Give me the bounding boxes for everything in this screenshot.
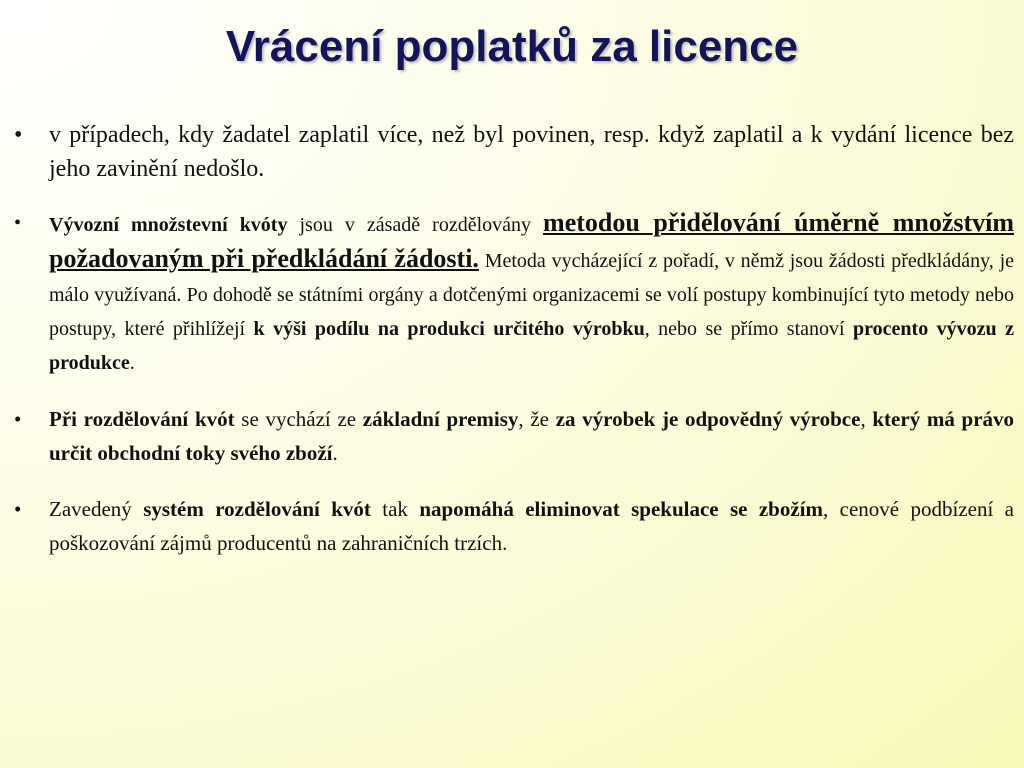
term-basic-premise: základní premisy [362,407,519,431]
term-production-share: k výši podílu na produkci určitého výrobku [253,318,645,340]
bullet-quota-premise [0,402,1024,470]
bullet-text: se vychází ze [234,407,363,431]
bullet-text: tak [370,497,420,521]
term-export-quotas: Vývozní množstevní kvóty [49,214,288,236]
term-quota-allocation: Při rozdělování kvót [49,407,235,431]
slide-title: Vrácení poplatků za licence [225,22,799,71]
term-export-percentage: procento vývozu z produkce [49,318,1014,374]
bullet-system-benefits [0,492,1024,560]
bullet-list [0,118,1024,560]
bullet-dot: • [14,497,22,521]
bullet-export-quotas [0,206,1024,380]
bullet-text: Metoda vycházející z pořadí, v němž jsou žádosti předkládány, je málo využívaná. Po dohodě se státními orgány a dotčenými organizacemi se volí postupy kombinující tyto metody nebo postupy, které přihlížejí [49,250,1014,340]
bullet-dot: • [14,407,22,431]
bullet-text: jsou v zásadě rozdělovány [287,214,544,236]
bullet-refund-cases [0,118,1024,186]
bullet-text: , cenové podbízení a poškozování zájmů producentů na zahraničních trzích. [49,497,1015,555]
term-quota-system: systém rozdělování kvót [143,497,371,521]
emphasis-allocation-method: metodou přidělování úměrně množstvím požadovaným při předkládání žádosti. [49,208,1015,273]
term-producer-responsible: za výrobek je odpovědný výrobce [555,407,861,431]
bullet-dot: • [14,212,22,234]
bullet-dot: • [14,122,23,148]
bullet-text: . [129,352,135,374]
bullet-text: , [860,407,873,431]
bullet-text: Zavedený [49,497,144,521]
bullet-text: , nebo se přímo stanoví [644,318,854,340]
bullet-text: , že [518,407,556,431]
term-eliminate-speculation: napomáhá eliminovat spekulace se zbožím [419,497,824,521]
term-trade-flows: který má právo určit obchodní toky svého zboží [49,407,1015,465]
bullet-text: . [332,441,338,465]
bullet-text: v případech, kdy žadatel zaplatil více, než byl povinen, resp. když zaplatil a k vydání licence bez jeho zavinění nedošlo. [49,122,1014,182]
